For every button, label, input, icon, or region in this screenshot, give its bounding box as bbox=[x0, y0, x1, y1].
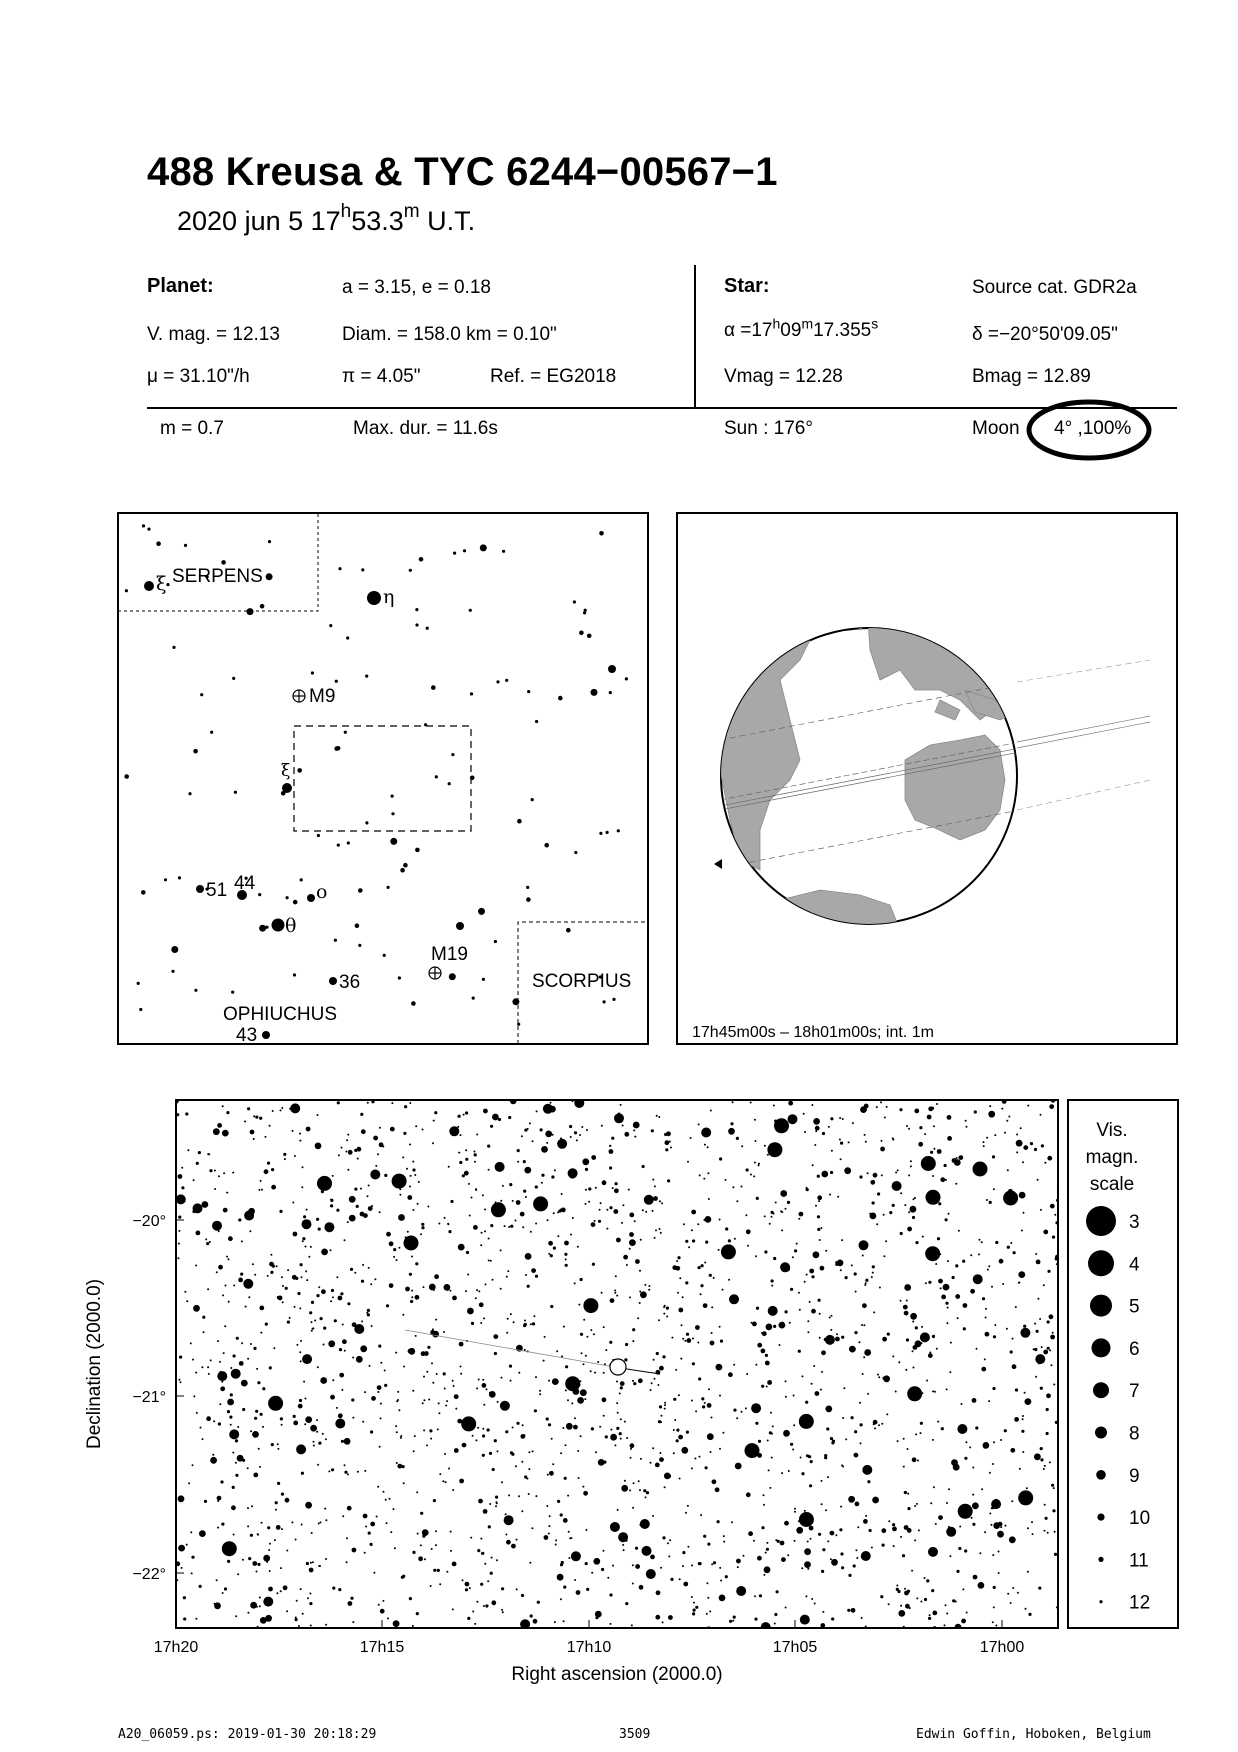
planet-pi: π = 4.05" bbox=[342, 366, 421, 387]
footer-file: A20_06059.ps: 2019-01-30 20:18:29 bbox=[118, 1727, 377, 1742]
x-axis-label: Right ascension (2000.0) bbox=[511, 1664, 723, 1685]
event-minutes: 53.3 bbox=[351, 206, 404, 236]
scale-title-line: Vis. bbox=[1096, 1120, 1128, 1141]
star-bmag: Bmag = 12.89 bbox=[972, 366, 1091, 387]
star-ra-prefix: α =17 bbox=[724, 320, 773, 341]
scale-label: 8 bbox=[1129, 1423, 1140, 1445]
star-ra-min: 09 bbox=[780, 320, 802, 341]
scale-dot bbox=[1095, 1427, 1107, 1439]
scale-dot bbox=[1086, 1206, 1116, 1236]
time-ut: U.T. bbox=[419, 206, 476, 236]
globe-caption: 17h45m00s – 18h01m00s; int. 1m bbox=[692, 1024, 934, 1041]
planet-mu: μ = 31.10"/h bbox=[147, 366, 250, 387]
label-m9: M9 bbox=[309, 686, 336, 707]
x-tick-label: 17h15 bbox=[359, 1639, 405, 1656]
event-date: 2020 jun 5 17 bbox=[177, 206, 341, 236]
label-51: 51 bbox=[206, 880, 228, 901]
label-36: 36 bbox=[339, 972, 361, 993]
x-tick-label: 17h00 bbox=[979, 1639, 1025, 1656]
x-tick-label: 17h05 bbox=[772, 1639, 818, 1656]
footer-author: Edwin Goffin, Hoboken, Belgium bbox=[916, 1727, 1151, 1742]
scale-dot bbox=[1099, 1600, 1102, 1603]
sun-elongation: Sun : 176° bbox=[724, 418, 813, 439]
scale-dot bbox=[1096, 1470, 1106, 1480]
ra-h-superscript: h bbox=[772, 315, 781, 332]
scale-label: 7 bbox=[1129, 1381, 1140, 1403]
scale-label: 6 bbox=[1129, 1338, 1140, 1360]
scale-label: 4 bbox=[1129, 1254, 1140, 1276]
label-scorpius: SCORPIUS bbox=[532, 971, 632, 992]
scale-dot bbox=[1098, 1557, 1103, 1562]
scale-title-line: scale bbox=[1089, 1174, 1135, 1195]
planet-orbit: a = 3.15, e = 0.18 bbox=[342, 277, 491, 298]
scale-label: 12 bbox=[1129, 1592, 1151, 1614]
label-omicron: o bbox=[316, 881, 328, 903]
max-duration: Max. dur. = 11.6s bbox=[353, 418, 498, 439]
star-vmag: Vmag = 12.28 bbox=[724, 366, 843, 387]
planet-diam: Diam. = 158.0 km = 0.10" bbox=[342, 324, 557, 345]
scale-dot bbox=[1093, 1382, 1109, 1398]
hour-superscript: h bbox=[340, 201, 352, 222]
scale-dot bbox=[1092, 1338, 1111, 1357]
star-ra-sec: 17.355 bbox=[813, 320, 872, 341]
label-xi-ophiuchi: ξ bbox=[281, 761, 291, 781]
y-tick-label: −21° bbox=[132, 1389, 166, 1406]
label-theta: θ bbox=[285, 915, 297, 937]
scale-title-line: magn. bbox=[1085, 1147, 1139, 1168]
label-m19: M19 bbox=[431, 944, 468, 965]
label-xi-serpens: ξ bbox=[156, 573, 167, 595]
scale-label: 9 bbox=[1129, 1465, 1140, 1487]
planet-ref: Ref. = EG2018 bbox=[490, 366, 617, 387]
label-ophiuchus: OPHIUCHUS bbox=[223, 1004, 338, 1025]
planet-label: Planet: bbox=[147, 275, 214, 297]
page-title: 488 Kreusa & TYC 6244−00567−1 bbox=[147, 150, 778, 194]
scale-label: 5 bbox=[1129, 1296, 1140, 1318]
moon-label: Moon bbox=[972, 418, 1020, 439]
star-source: Source cat. GDR2a bbox=[972, 277, 1137, 298]
x-tick-label: 17h10 bbox=[566, 1639, 612, 1656]
ra-s-superscript: s bbox=[871, 315, 879, 332]
minute-superscript: m bbox=[403, 201, 420, 222]
magnitude-drop: m = 0.7 bbox=[160, 418, 224, 439]
ra-m-superscript: m bbox=[801, 315, 814, 332]
scale-dot bbox=[1097, 1514, 1104, 1521]
label-serpens: SERPENS bbox=[172, 566, 263, 587]
label-44: 44 bbox=[234, 873, 256, 894]
label-eta: η bbox=[383, 586, 395, 608]
y-tick-label: −22° bbox=[132, 1566, 166, 1583]
scale-dot bbox=[1090, 1295, 1112, 1317]
scale-label: 11 bbox=[1129, 1550, 1149, 1572]
moon-value: 4° ,100% bbox=[1054, 418, 1132, 439]
scale-label: 10 bbox=[1129, 1508, 1151, 1530]
label-43: 43 bbox=[236, 1025, 258, 1046]
footer-number: 3509 bbox=[619, 1727, 651, 1742]
planet-vmag: V. mag. = 12.13 bbox=[147, 324, 280, 345]
star-dec: δ =−20°50'09.05" bbox=[972, 324, 1118, 345]
scale-label: 3 bbox=[1129, 1212, 1140, 1233]
x-tick-label: 17h20 bbox=[153, 1639, 199, 1656]
y-tick-label: −20° bbox=[132, 1213, 166, 1230]
scale-dot bbox=[1088, 1250, 1114, 1276]
y-axis-label: Declination (2000.0) bbox=[84, 1278, 105, 1450]
star-label: Star: bbox=[724, 275, 770, 297]
